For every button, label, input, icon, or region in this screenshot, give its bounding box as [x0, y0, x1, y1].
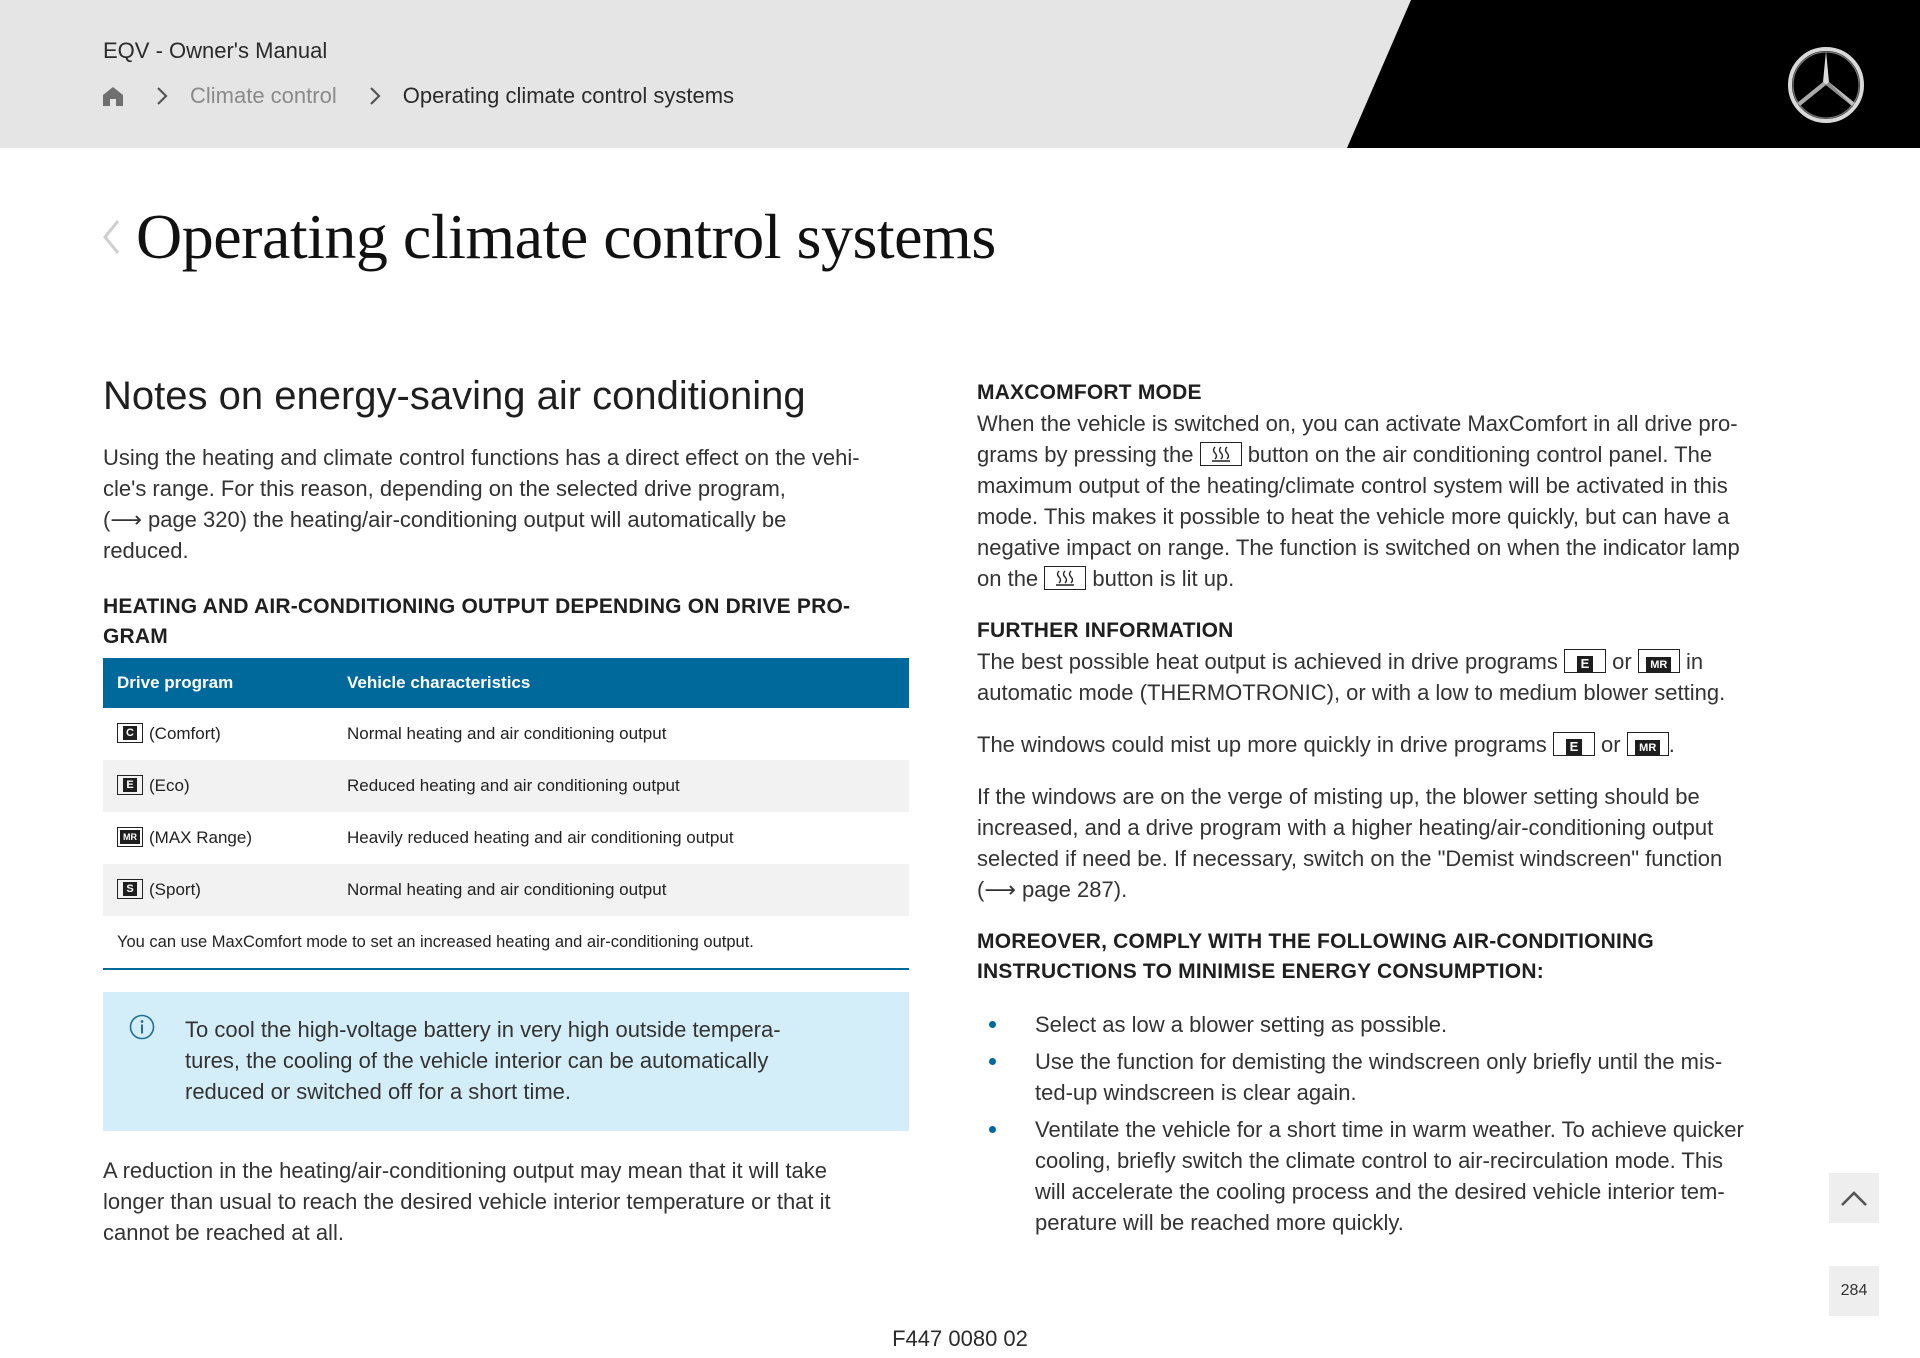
max-range-mode-key-icon: MR: [117, 827, 143, 847]
page-title: Operating climate control systems: [136, 201, 996, 272]
max-range-mode-key-icon: MR: [1638, 649, 1680, 673]
document-code: F447 0080 02: [892, 1326, 1028, 1351]
energy-tips-list: [977, 1009, 1797, 1238]
further-paragraph-1: The best possible heat output is achieved in drive programs E or MR in automatic mode (THERMOTRONIC), or with a low to medium blower setting.: [977, 649, 1726, 705]
table-header-row: [103, 658, 909, 708]
column-header: Vehicle characteristics: [333, 658, 909, 708]
page-link[interactable]: (⟶ page 287).: [977, 877, 1128, 902]
maxcomfort-paragraph: When the vehicle is switched on, you can activate MaxComfort in all drive pro- grams by pressing the button on the air conditioning control panel. The maximum output of the heating/climate control system will be activated in this mode. This makes it possible to heat the vehicle more quickly, but can have a negative impact on range. The function is switched on when the indicator lamp on the button is lit up.: [977, 411, 1740, 591]
left-column: [103, 372, 909, 1248]
sport-mode-key-icon: S: [117, 879, 143, 899]
maxcomfort-heading: MAXCOMFORT MODE: [977, 381, 1202, 404]
further-paragraph-3: If the windows are on the verge of misting up, the blower setting should be increased, and a drive program with a higher heating/air-conditioning output selected if need be. If necessary, switch on the "Demist windscreen" function (⟶ page 287).: [977, 784, 1723, 902]
chevron-up-icon: [1840, 1189, 1868, 1207]
further-information-heading: FURTHER INFORMATION: [977, 619, 1234, 642]
info-icon: [129, 1014, 155, 1040]
intro-paragraph: Using the heating and climate control functions has a direct effect on the vehi- cle's range. For this reason, depending on the selected drive program, (⟶ page 320) the heating/air-conditioning output will automatically be reduced.: [103, 445, 860, 563]
chevron-right-icon: [369, 86, 381, 106]
eco-mode-key-icon: E: [1564, 649, 1606, 673]
section-heading: Notes on energy-saving air conditioning: [103, 374, 806, 418]
maxcomfort-button-icon: [1200, 442, 1242, 466]
home-icon[interactable]: [102, 85, 124, 107]
table-row: E (Eco) Reduced heating and air conditioning output: [103, 760, 909, 812]
bullet-icon: [989, 1126, 996, 1133]
chevron-right-icon: [156, 86, 168, 106]
table-row: S (Sport) Normal heating and air conditioning output: [103, 864, 909, 916]
breadcrumb: [102, 80, 734, 112]
eco-mode-key-icon: E: [1553, 732, 1595, 756]
breadcrumb-current-page: Operating climate control systems: [402, 83, 735, 108]
reduction-paragraph: A reduction in the heating/air-conditioning output may mean that it will take longer than usual to reach the desired vehicle interior temperature or that it cannot be reached at all.: [103, 1158, 831, 1245]
drive-program-table: [103, 658, 909, 970]
bullet-icon: [989, 1021, 996, 1028]
table-row: C (Comfort) Normal heating and air conditioning output: [103, 708, 909, 760]
table-footnote-row: [103, 916, 909, 969]
bullet-icon: [989, 1058, 996, 1065]
column-header: Drive program: [103, 658, 333, 708]
further-paragraph-2: The windows could mist up more quickly in drive programs E or MR .: [977, 732, 1675, 757]
scroll-to-top-button[interactable]: [1829, 1173, 1879, 1223]
moreover-heading: MOREOVER, COMPLY WITH THE FOLLOWING AIR-CONDITIONING INSTRUCTIONS TO MINIMISE ENERGY CONSUMPTION:: [977, 930, 1654, 983]
eco-mode-key-icon: E: [117, 775, 143, 795]
page-link[interactable]: (⟶ page 320) the heating/air-conditioning output will automatically be: [103, 507, 787, 532]
list-item: Select as low a blower setting as possible.: [977, 1009, 1797, 1040]
list-item: Use the function for demisting the windscreen only briefly until the mis- ted-up windscreen is clear again.: [977, 1046, 1797, 1108]
max-range-mode-key-icon: MR: [1627, 732, 1669, 756]
info-text: To cool the high-voltage battery in very high outside tempera- tures, the cooling of the vehicle interior can be automatically reduced or switched off for a short time.: [185, 1017, 781, 1104]
breadcrumb-climate-control[interactable]: Climate control: [190, 83, 337, 108]
comfort-mode-key-icon: C: [117, 723, 143, 743]
info-box: [103, 992, 909, 1131]
page-title-row: [100, 200, 996, 274]
page-number: 284: [1829, 1266, 1879, 1316]
mercedes-star-logo-icon[interactable]: [1786, 45, 1866, 125]
chevron-left-icon[interactable]: [100, 217, 122, 257]
maxcomfort-button-icon: [1044, 566, 1086, 590]
page-header: [0, 0, 1920, 148]
table-footnote: You can use MaxComfort mode to set an increased heating and air-conditioning output.: [103, 916, 909, 969]
table-row: MR (MAX Range) Heavily reduced heating and air conditioning output: [103, 812, 909, 864]
list-item: Ventilate the vehicle for a short time in warm weather. To achieve quicker cooling, briefly switch the climate control to air-recirculation mode. This will accelerate the cooling process and the desired vehicle interior tem- perature will be reached more quickly.: [977, 1114, 1797, 1238]
manual-title: EQV - Owner's Manual: [103, 38, 328, 63]
right-column: [977, 378, 1797, 1244]
table-heading: HEATING AND AIR-CONDITIONING OUTPUT DEPENDING ON DRIVE PRO- GRAM: [103, 595, 851, 648]
